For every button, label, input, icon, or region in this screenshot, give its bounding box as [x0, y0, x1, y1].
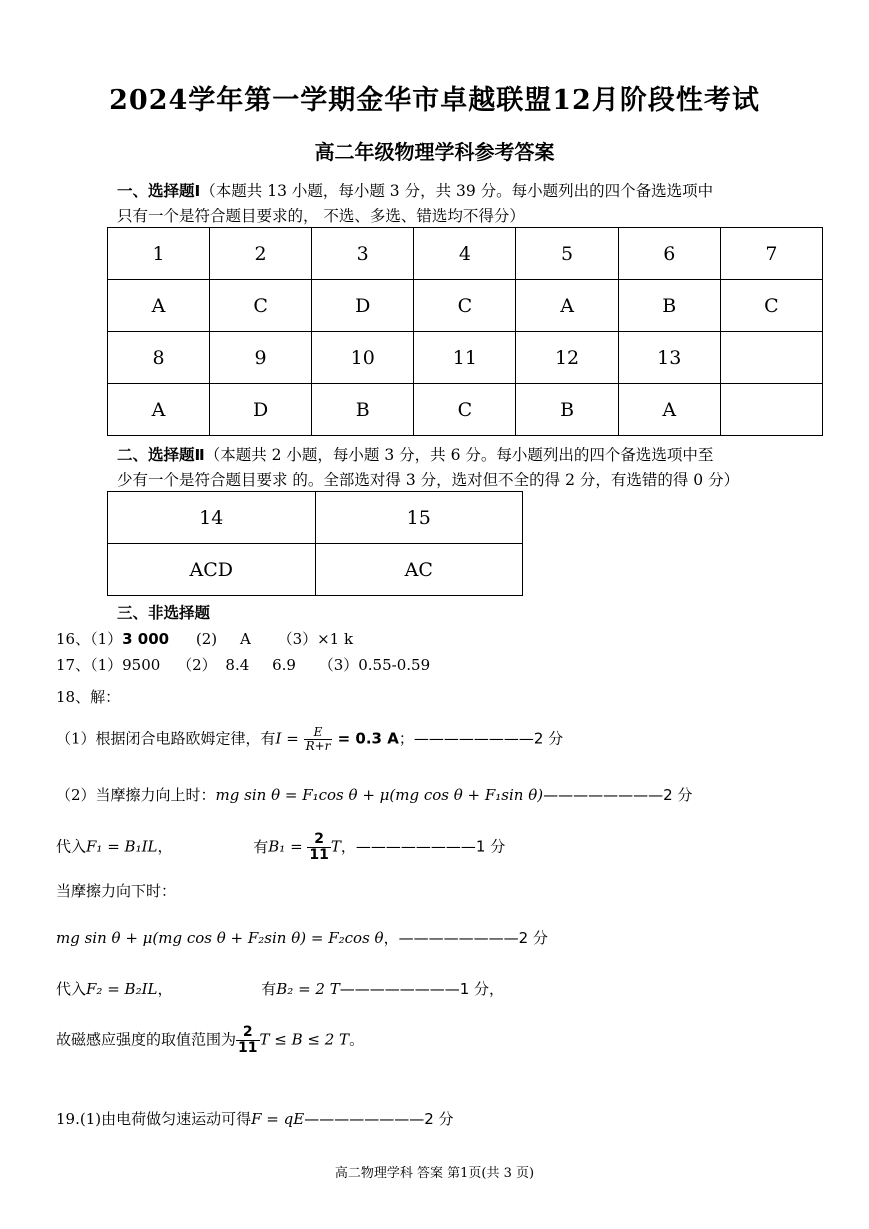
table-cell: C: [414, 384, 516, 436]
table-cell: 2: [210, 228, 312, 280]
q19-step1: 19.(1)由电荷做匀速运动可得F = qE————————2 分: [56, 1110, 454, 1128]
table-cell: AC: [315, 544, 522, 596]
table-cell: B: [618, 280, 720, 332]
table-row: [108, 332, 823, 384]
table-row: [108, 544, 523, 596]
table-cell: 3: [312, 228, 414, 280]
q18-step2: （2）当摩擦力向上时：mg sin θ = F₁cos θ + μ(mg cos θ + F₁sin θ)————————2 分: [56, 786, 693, 804]
q17-answer-3: （3）0.55-0.59: [318, 656, 431, 674]
section1-note-line2: 只有一个是符合题目要求的， 不选、多选、错选均不得分）: [117, 207, 525, 225]
q18-step1: （1）根据闭合电路欧姆定律，有I = $\frac{E}{R+r}$ = 0.3 A；————————2 分: [56, 725, 564, 753]
table-cell: 1: [108, 228, 210, 280]
table-cell: C: [210, 280, 312, 332]
fraction: $\frac{E}{R+r}$: [305, 725, 331, 753]
q16-answer-2: A: [239, 630, 251, 648]
q16-answer-1: 3 000: [122, 630, 170, 648]
table-cell: 4: [414, 228, 516, 280]
table-row: [108, 280, 823, 332]
q17-answer-2a: 8.4: [225, 656, 250, 674]
q16-answer-3: ×1 k: [317, 630, 354, 648]
section1-heading: 一、选择题Ⅰ: [117, 182, 201, 200]
table-cell: A: [516, 280, 618, 332]
table-row: [108, 384, 823, 436]
section1-answer-table: [107, 227, 823, 436]
table-cell: A: [618, 384, 720, 436]
table-cell: ACD: [108, 544, 316, 596]
q19-label: 19.: [56, 1110, 80, 1128]
q17-label: 17、: [56, 656, 91, 674]
q16-label: 16、: [56, 630, 91, 648]
table-cell: A: [108, 384, 210, 436]
section1-note-line1: 一、选择题Ⅰ（本题共 13 小题，每小题 3 分，共 39 分。每小题列出的四个备选选项中: [117, 182, 714, 200]
equation: mg sin θ + μ(mg cos θ + F₂sin θ) = F₂cos θ: [56, 929, 384, 947]
equation: F₂ = B₂IL: [86, 980, 158, 998]
table-cell: 15: [315, 492, 522, 544]
section2-answer-table: [107, 491, 523, 596]
table-cell: 7: [720, 228, 822, 280]
q17-answer-2b: 6.9: [272, 656, 296, 674]
table-cell: 12: [516, 332, 618, 384]
equation: mg sin θ = F₁cos θ + μ(mg cos θ + F₁sin θ): [215, 786, 544, 804]
q18-step4: 当摩擦力向下时：: [56, 882, 177, 900]
equation: F₁ = B₁IL: [86, 837, 158, 856]
q17-answer-line: 17、（1）9500 （2） 8.4 6.9 （3）0.55-0.59: [56, 656, 431, 674]
page-title: 2024学年第一学期金华市卓越联盟12月阶段性考试: [109, 85, 760, 116]
fraction: $\frac{2}{11}$: [309, 831, 329, 863]
fraction: $\frac{2}{11}$: [238, 1024, 258, 1056]
q18-step6: 代入F₂ = B₂IL， 有B₂ = 2 T————————1 分，: [56, 980, 505, 998]
page-footer: 高二物理学科 答案 第1页(共 3 页): [334, 1166, 535, 1181]
table-row: [108, 492, 523, 544]
table-cell: B: [312, 384, 414, 436]
q18-label: 18、解：: [56, 688, 121, 706]
table-cell: D: [312, 280, 414, 332]
table-cell: B: [516, 384, 618, 436]
table-cell: C: [414, 280, 516, 332]
table-cell: C: [720, 280, 822, 332]
table-cell: 5: [516, 228, 618, 280]
section2-note-line1: 二、选择题Ⅱ（本题共 2 小题，每小题 3 分，共 6 分。每小题列出的四个备选选项中至: [117, 446, 714, 464]
table-cell: [720, 332, 822, 384]
table-cell: 13: [618, 332, 720, 384]
section3-heading: 三、非选择题: [117, 604, 211, 622]
q18-step7: 故磁感应强度的取值范围为 $\frac{2}{11}$ T ≤ B ≤ 2 T。: [56, 1024, 365, 1056]
q18-step3: 代入F₁ = B₁IL， 有B₁ = $\frac{2}{11}$ T，————————1 分: [56, 831, 506, 863]
table-cell: 8: [108, 332, 210, 384]
table-cell: 14: [108, 492, 316, 544]
table-cell: 6: [618, 228, 720, 280]
q16-answer-line: 16、（1）3 000 (2) A （3）×1 k: [56, 630, 354, 648]
page-subtitle: 高二年级物理学科参考答案: [314, 140, 555, 164]
table-cell: 10: [312, 332, 414, 384]
section2-heading: 二、选择题Ⅱ: [117, 446, 205, 464]
section2-note-line2: 少有一个是符合题目要求 的。全部选对得 3 分，选对但不全的得 2 分，有选错的得 0 分）: [117, 471, 740, 489]
table-cell: [720, 384, 822, 436]
table-cell: A: [108, 280, 210, 332]
q18-step5: mg sin θ + μ(mg cos θ + F₂sin θ) = F₂cos θ，————————2 分: [56, 929, 548, 947]
q17-answer-1: （1）9500: [90, 656, 161, 674]
table-row: [108, 228, 823, 280]
table-cell: 11: [414, 332, 516, 384]
equation: F = qE: [251, 1110, 305, 1128]
table-cell: 9: [210, 332, 312, 384]
table-cell: D: [210, 384, 312, 436]
